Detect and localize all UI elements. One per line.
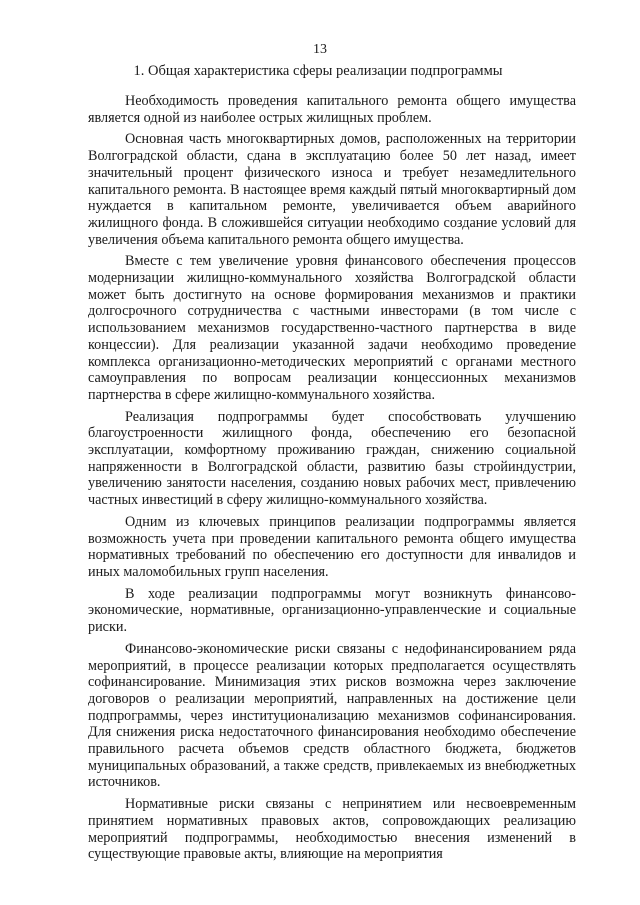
section-title: 1. Общая характеристика сферы реализации подпрограммы bbox=[133, 63, 503, 79]
paragraph: Нормативные риски связаны с непринятием или несвоевременным принятием нормативных правовых актов, сопровождающих реализацию мероприятий подпрограммы, необходимостью внесения изменений в существующие правовые акты, влияющие на мероприятия bbox=[88, 796, 576, 863]
paragraph: Основная часть многоквартирных домов, расположенных на территории Волгоградской области, сдана в эксплуатацию более 50 лет назад, имеет значительный процент физического износа и требует незамедлительного капитального ремонта. В настоящее время каждый пятый многоквартирный дом нуждается в капитальном ремонте, увеличивается объем аварийного жилищного фонда. В сложившейся ситуации необходимо создание условий для увеличения объема капитального ремонта общего имущества. bbox=[88, 131, 576, 248]
paragraph: Финансово-экономические риски связаны с недофинансированием ряда мероприятий, в процессе реализации которых предполагается осуществлять софинансирование. Минимизация этих рисков возможна через заключение договоров о реализации мероприятий, направленных на достижение цели подпрограммы, через институционализацию механизмов софинансирования. Для снижения риска недостаточного финансирования необходимо обеспечение правильного расчета объемов средств областного бюджета, бюджетов муниципальных образований, а также средств, привлекаемых из внебюджетных источников. bbox=[88, 640, 576, 791]
page-number: 13 bbox=[313, 42, 327, 57]
paragraph: Одним из ключевых принципов реализации подпрограммы является возможность учета при проведении капитального ремонта общего имущества нормативных требований по обеспечению его доступности для инвалидов и иных маломобильных групп населения. bbox=[88, 513, 576, 580]
paragraph: Реализация подпрограммы будет способствовать улучшению благоустроенности жилищного фонда, обеспечению его безопасной эксплуатации, комфортному проживанию граждан, снижению социальной напряженности в Волгоградской области, развитию базы стройиндустрии, увеличению занятости населения, созданию новых рабочих мест, привлечению частных инвестиций в сферу жилищно-коммунального хозяйства. bbox=[88, 408, 576, 509]
body-text bbox=[88, 93, 576, 868]
paragraph: В ходе реализации подпрограммы могут возникнуть финансово-экономические, нормативные, организационно-управленческие и социальные риски. bbox=[88, 585, 576, 636]
paragraph: Необходимость проведения капитального ремонта общего имущества является одной из наиболее острых жилищных проблем. bbox=[88, 93, 576, 126]
paragraph: Вместе с тем увеличение уровня финансового обеспечения процессов модернизации жилищно-коммунального хозяйства Волгоградской области может быть достигнуто на основе формирования механизмов и практики долгосрочного сотрудничества с частными инвесторами (в том числе с использованием механизмов государственно-частного партнерства в виде концессии). Для реализации указанной задачи необходимо проведение комплекса организационно-методических мероприятий с органами местного самоуправления по вопросам реализации концессионных механизмов партнерства в сфере жилищно-коммунального хозяйства. bbox=[88, 253, 576, 403]
